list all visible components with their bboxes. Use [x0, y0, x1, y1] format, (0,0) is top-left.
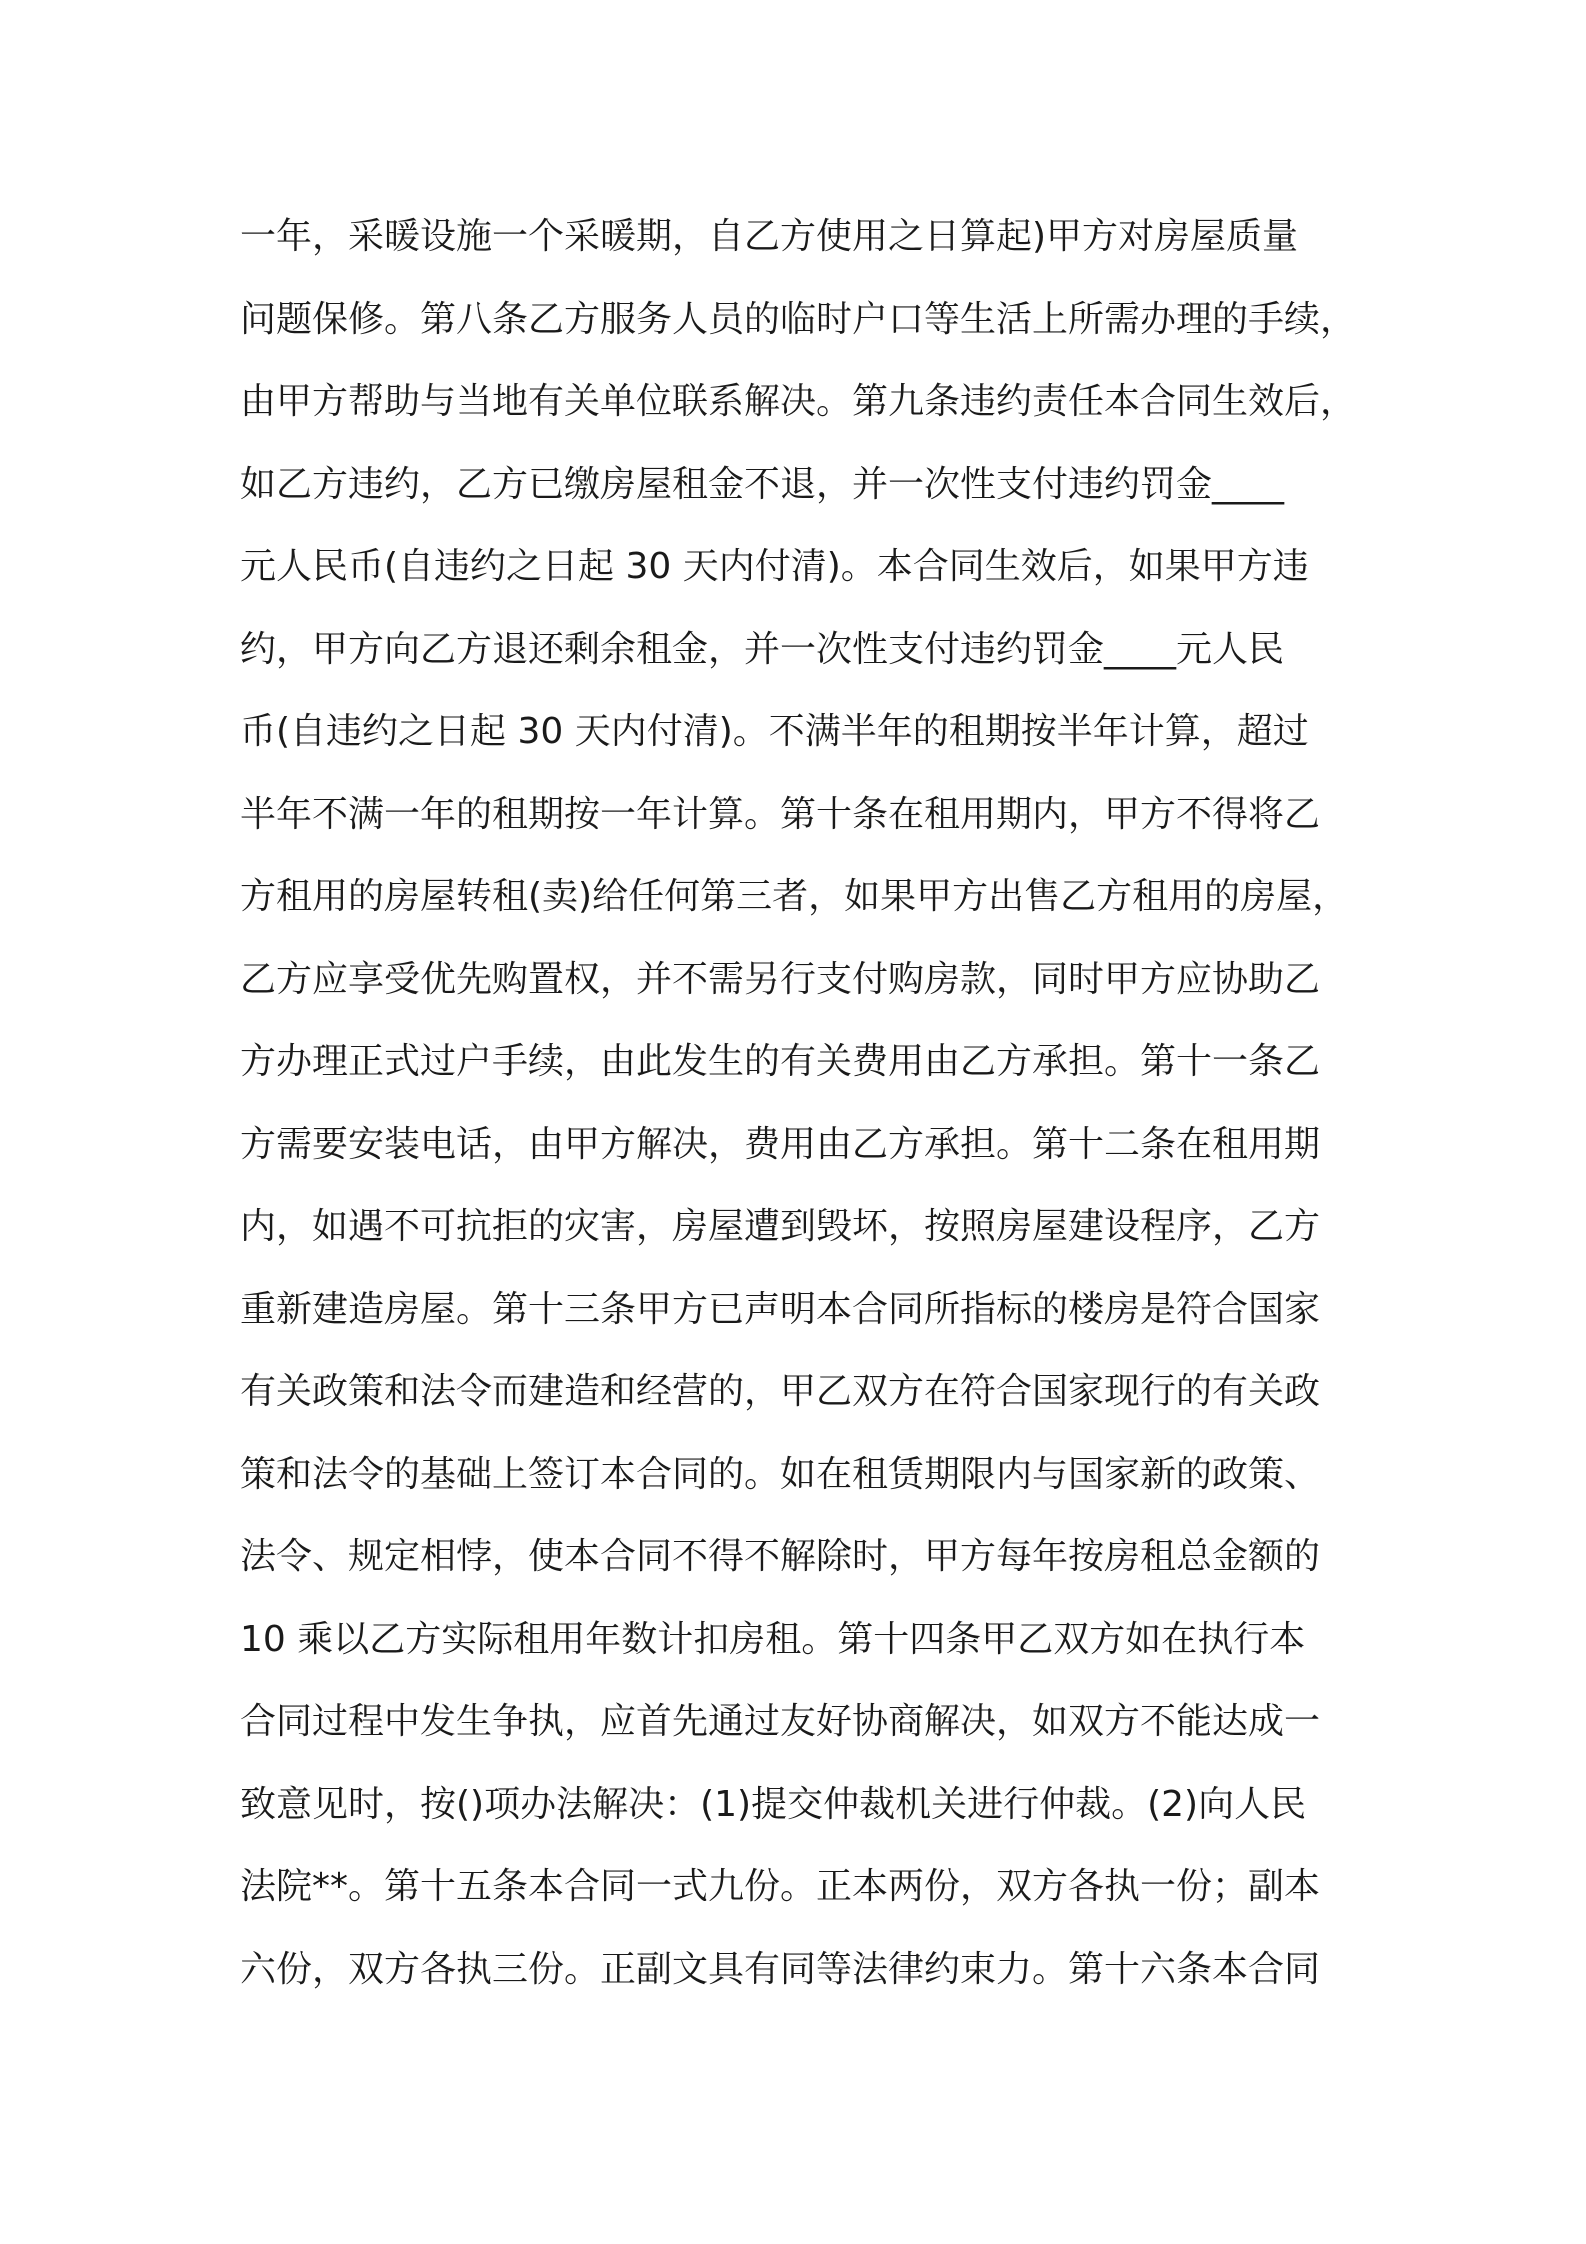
text-line: 方办理正式过户手续，由此发生的有关费用由乙方承担。第十一条乙: [240, 1041, 1321, 1082]
text-line: 方需要安装电话，由甲方解决，费用由乙方承担。第十二条在租用期: [240, 1123, 1321, 1165]
text-line: 元人民币(自违约之日起 30 天内付清)。本合同生效后，如果甲方违: [240, 546, 1309, 587]
text-line: 一年，采暖设施一个采暖期，自乙方使用之日算起)甲方对房屋质量: [240, 216, 1299, 257]
text-line: 致意见时，按()项办法解决：(1)提交仲裁机关进行仲裁。(2)向人民: [240, 1783, 1307, 1825]
text-line: 策和法令的基础上签订本合同的。如在租赁期限内与国家新的政策、: [240, 1453, 1321, 1495]
text-line: 如乙方违约，乙方已缴房屋租金不退，并一次性支付违约罚金____: [240, 463, 1285, 505]
text-line: 乙方应享受优先购置权，并不需另行支付购房款，同时甲方应协助乙: [240, 958, 1321, 1000]
text-line: 10 乘以乙方实际租用年数计扣房租。第十四条甲乙双方如在执行本: [240, 1618, 1306, 1660]
contract-text: [240, 196, 1360, 2011]
text-line: 重新建造房屋。第十三条甲方已声明本合同所指标的楼房是符合国家: [240, 1288, 1321, 1330]
text-line: 半年不满一年的租期按一年计算。第十条在租用期内，甲方不得将乙: [240, 793, 1321, 835]
text-line: 约，甲方向乙方退还剩余租金，并一次性支付违约罚金____元人民: [240, 628, 1285, 670]
text-line: 法院**。第十五条本合同一式九份。正本两份，双方各执一份；副本: [240, 1866, 1321, 1907]
text-line: 有关政策和法令而建造和经营的，甲乙双方在符合国家现行的有关政: [240, 1371, 1321, 1412]
text-line: 合同过程中发生争执，应首先通过友好协商解决，如双方不能达成一: [240, 1701, 1321, 1742]
text-line: 币(自违约之日起 30 天内付清)。不满半年的租期按半年计算，超过: [240, 711, 1309, 752]
text-line: 问题保修。第八条乙方服务人员的临时户口等生活上所需办理的手续，: [240, 298, 1357, 340]
text-line: 内，如遇不可抗拒的灾害，房屋遭到毁坏，按照房屋建设程序，乙方: [240, 1206, 1321, 1247]
text-line: 六份，双方各执三份。正副文具有同等法律约束力。第十六条本合同: [240, 1948, 1321, 1990]
text-line: 由甲方帮助与当地有关单位联系解决。第九条违约责任本合同生效后，: [240, 381, 1357, 422]
text-line: 方租用的房屋转租(卖)给任何第三者，如果甲方出售乙方租用的房屋，: [240, 876, 1349, 917]
text-line: 法令、规定相悖，使本合同不得不解除时，甲方每年按房租总金额的: [240, 1536, 1321, 1577]
